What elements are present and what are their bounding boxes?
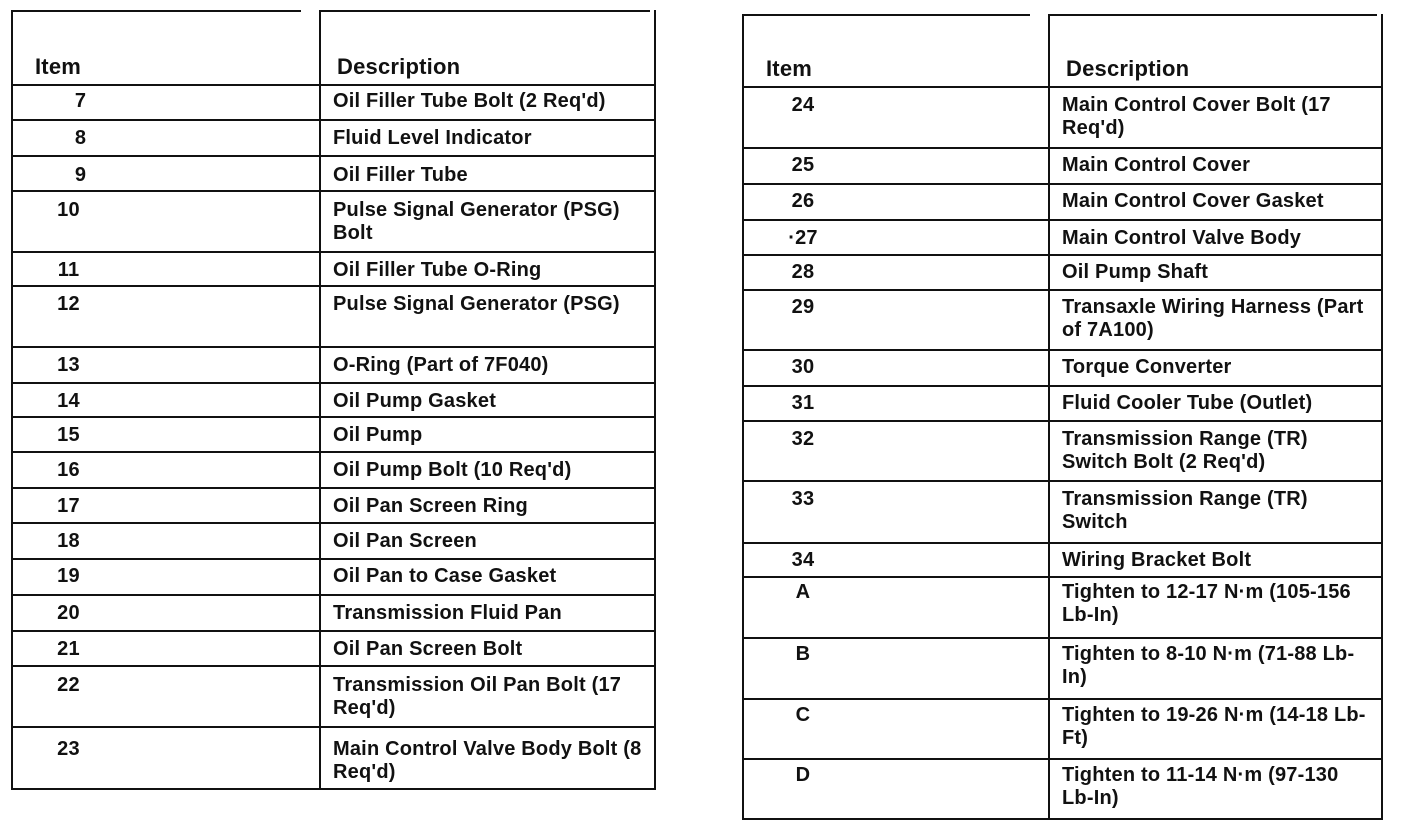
item-number: 34 [791,549,815,571]
item-number: 25 [791,154,815,176]
item-description: Oil Filler Tube Bolt (2 Req'd) [333,90,606,112]
item-number: D [795,764,811,786]
item-number: 32 [791,428,815,450]
table-row [13,665,654,726]
item-column-header: Item [35,54,82,79]
item-number: 28 [791,261,815,283]
table-row [744,480,1381,542]
item-description: Main Control Valve Body [1062,227,1302,249]
table-row [13,451,654,487]
item-number: 22 [57,674,80,696]
parts-table-left [11,10,656,790]
table-row [744,254,1381,289]
item-number: B [795,643,811,665]
description-column-header: Description [1066,56,1190,81]
table-row [13,84,654,119]
item-description: Pulse Signal Generator (PSG) [333,293,620,315]
item-number: 23 [57,738,80,760]
item-description: Tighten to 8-10 N·m (71-88 Lb-In) [1062,643,1355,688]
item-number: C [795,704,811,726]
item-number: 9 [74,164,87,186]
item-number: 12 [57,293,80,315]
table-row [13,382,654,416]
item-description: Oil Filler Tube [333,164,468,186]
item-description: Fluid Level Indicator [333,127,532,149]
item-number: 8 [74,127,87,149]
item-number: 14 [57,390,80,412]
table-row [13,522,654,558]
table-row [13,416,654,451]
description-column-header: Description [337,54,461,79]
table-row [744,637,1381,698]
item-number: 13 [57,354,80,376]
table-row [13,155,654,190]
item-number: A [795,581,811,603]
item-number: 30 [791,356,815,378]
item-column-header: Item [766,56,813,81]
parts-table-right [742,14,1383,820]
table-row [744,219,1381,254]
item-number: 24 [791,94,815,116]
item-number: 10 [57,199,80,221]
item-number: 26 [791,190,815,212]
item-description: Oil Pump Shaft [1062,261,1209,283]
table-row [13,630,654,665]
item-description: Tighten to 12-17 N·m (105-156 Lb-In) [1062,581,1351,626]
item-description: Transmission Range (TR) Switch [1062,488,1308,533]
item-description: Torque Converter [1062,356,1232,378]
table-row [13,594,654,630]
table-row [744,385,1381,420]
item-number: ·27 [788,227,818,249]
item-description: Oil Pump Bolt (10 Req'd) [333,459,572,481]
table-row [744,576,1381,637]
item-description: Fluid Cooler Tube (Outlet) [1062,392,1313,414]
item-number: 11 [57,259,80,281]
item-description: Wiring Bracket Bolt [1062,549,1252,571]
table-row [13,346,654,382]
item-number: 29 [791,296,815,318]
item-number: 33 [791,488,815,510]
table-row [13,190,654,251]
item-description: Main Control Cover Gasket [1062,190,1324,212]
item-number: 15 [57,424,80,446]
item-description: Oil Pan to Case Gasket [333,565,557,587]
item-description: Oil Pan Screen Bolt [333,638,523,660]
table-row [744,289,1381,349]
item-description: Transmission Fluid Pan [333,602,562,624]
table-header-row [744,14,1381,86]
item-description: Transaxle Wiring Harness (Part of 7A100) [1062,296,1364,341]
item-number: 20 [57,602,80,624]
table-row [744,542,1381,576]
table-row [13,251,654,285]
table-row [13,726,654,790]
table-row [13,285,654,346]
item-description: Transmission Oil Pan Bolt (17 Req'd) [333,674,622,719]
item-description: Main Control Cover [1062,154,1251,176]
table-row [744,349,1381,385]
item-description: Oil Filler Tube O-Ring [333,259,542,281]
item-description: O-Ring (Part of 7F040) [333,354,549,376]
item-description: Main Control Cover Bolt (17 Req'd) [1062,94,1331,139]
item-number: 21 [57,638,80,660]
item-number: 18 [57,530,80,552]
table-header-row [13,10,654,84]
table-row [13,119,654,155]
item-number: 31 [791,392,815,414]
item-description: Oil Pan Screen [333,530,477,552]
table-row [744,420,1381,480]
item-description: Oil Pump [333,424,423,446]
item-number: 7 [74,90,87,112]
item-description: Oil Pump Gasket [333,390,497,412]
item-description: Transmission Range (TR) Switch Bolt (2 Req'd) [1062,428,1308,473]
item-description: Main Control Valve Body Bolt (8 Req'd) [333,738,642,783]
item-number: 17 [57,495,80,517]
table-row [744,183,1381,219]
item-description: Tighten to 11-14 N·m (97-130 Lb-In) [1062,764,1339,809]
table-row [13,558,654,594]
item-number: 16 [57,459,80,481]
item-description: Pulse Signal Generator (PSG) Bolt [333,199,620,244]
item-description: Tighten to 19-26 N·m (14-18 Lb-Ft) [1062,704,1366,749]
table-row [744,698,1381,758]
item-number: 19 [57,565,80,587]
table-row [13,487,654,522]
item-description: Oil Pan Screen Ring [333,495,528,517]
table-row [744,86,1381,147]
table-row [744,758,1381,820]
table-row [744,147,1381,183]
